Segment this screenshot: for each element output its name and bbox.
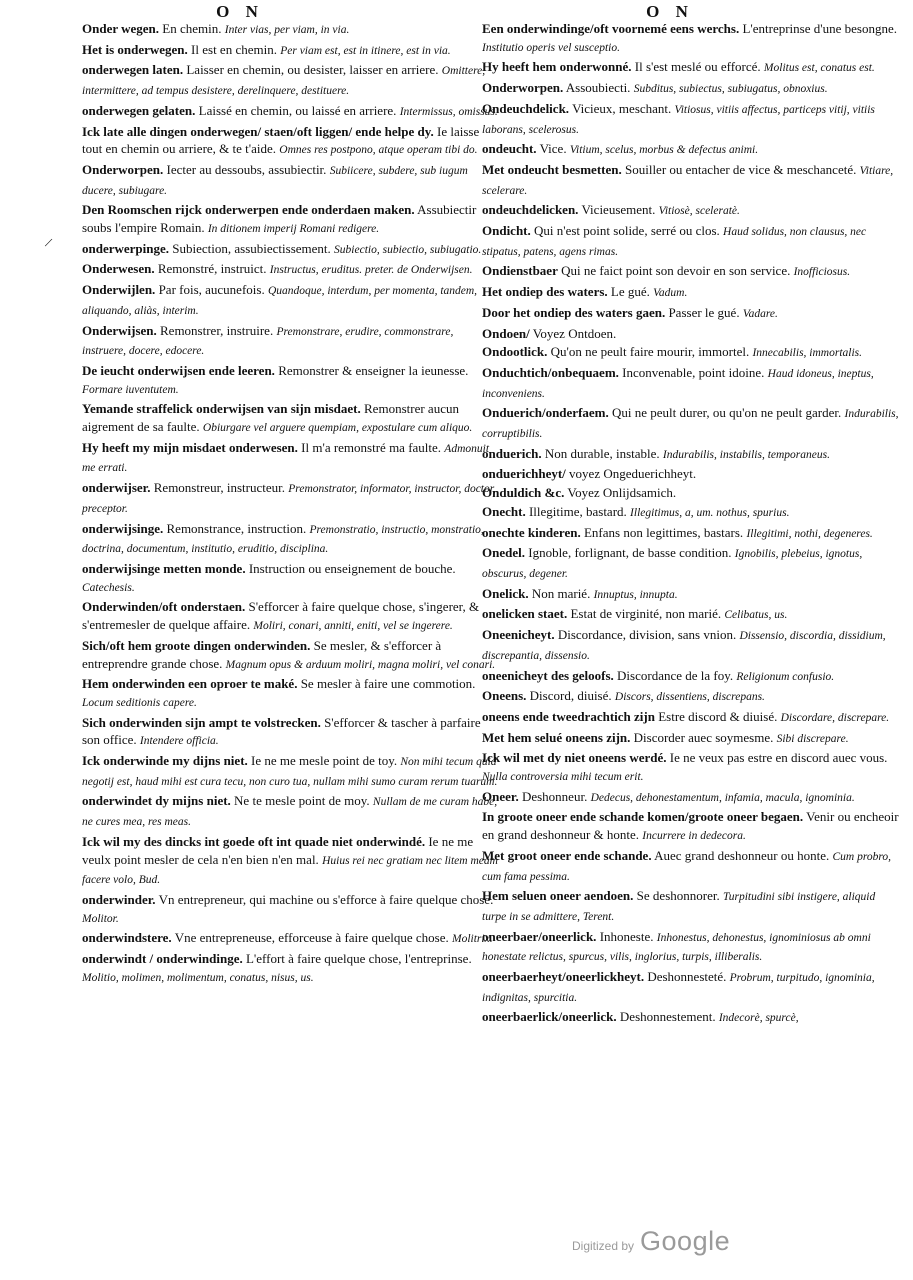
entry-headword: Ick wil my des dincks int goede oft int quade niet onderwindé. <box>82 833 426 849</box>
dictionary-entry <box>482 343 900 363</box>
entry-latin-gloss: Institutio operis vel susceptio. <box>482 41 620 54</box>
left-column <box>82 20 500 988</box>
entry-headword: Den Roomschen rijck onderwerpen ende onderdaen maken. <box>82 202 415 218</box>
entry-headword: Onedel. <box>482 545 525 561</box>
entry-latin-gloss: Dedecus, dehonestamentum, infamia, macula, ignominia. <box>590 791 855 804</box>
dictionary-entry <box>482 262 900 282</box>
entry-french-gloss: Subiection, assubiectissement. <box>172 240 331 256</box>
entry-latin-gloss: Subditus, subiectus, subiugatus, obnoxius. <box>633 83 828 96</box>
entry-french-gloss: Inhoneste. <box>599 928 654 944</box>
dictionary-entry <box>482 1008 900 1028</box>
dictionary-entry <box>482 304 900 324</box>
dictionary-entry <box>82 752 500 791</box>
entry-french-gloss: Il est en chemin. <box>191 41 277 57</box>
dictionary-entry <box>82 833 500 890</box>
entry-latin-gloss: Subiectio, subiectio, subiugatio. <box>334 243 482 256</box>
entry-latin-gloss: Premonstratio, instructio, monstratio, doctrina, documentum, institutio, eruditio, disciplina. <box>82 523 484 556</box>
entry-french-gloss: Qu'on ne peult faire mourir, immortel. <box>550 344 750 360</box>
entry-french-gloss: Iecter au dessoubs, assubiectir. <box>166 161 327 177</box>
entry-headword: oneens ende tweedrachtich zijn <box>482 708 655 724</box>
dictionary-entry <box>82 400 500 437</box>
entry-headword: Hem onderwinden een oproer te maké. <box>82 676 298 692</box>
dictionary-entry <box>82 102 500 122</box>
entry-headword: Hy heeft hem onderwonné. <box>482 59 632 75</box>
entry-headword: onderwindt / onderwindinge. <box>82 951 243 967</box>
right-column <box>482 20 900 1029</box>
entry-french-gloss: Estre discord & diuisé. <box>658 708 778 724</box>
entry-latin-gloss: Non mihi tecum quid negotij est, haud mihi est cura tecu, non curo tua, nullam mihi sumo curam rerum tuarum. <box>82 756 498 788</box>
entry-headword: Oneenicheyt. <box>482 627 555 643</box>
dictionary-entry <box>482 928 900 967</box>
entry-latin-gloss: Celibatus, us. <box>724 609 788 622</box>
entry-headword: onelicken staet. <box>482 606 568 622</box>
entry-headword: onderwindet dy mijns niet. <box>82 793 231 809</box>
entry-headword: Het ondiep des waters. <box>482 284 608 300</box>
entry-french-gloss: Voyez Ontdoen. <box>532 325 617 341</box>
dictionary-entry <box>482 58 900 78</box>
entry-headword: Ondicht. <box>482 223 531 239</box>
entry-headword: Yemande straffelick onderwijsen van sijn misdaet. <box>82 401 361 417</box>
dictionary-entry <box>482 887 900 926</box>
entry-headword: Ondoen/ <box>482 325 530 341</box>
entry-headword: onduerich. <box>482 445 542 461</box>
entry-latin-gloss: Molitio, molimen, molimentum, conatus, nisus, us. <box>82 971 314 984</box>
entry-french-gloss: Instruction ou enseignement de bouche. <box>248 560 456 576</box>
entry-latin-gloss: Haud idoneus, ineptus, inconveniens. <box>482 367 874 400</box>
dictionary-entry <box>82 479 500 518</box>
entry-latin-gloss: Huius rei nec gratiam nec litem meam facere volo, Bud. <box>82 854 498 887</box>
dictionary-entry <box>482 788 900 808</box>
entry-french-gloss: Par fois, aucunefois. <box>158 282 265 298</box>
entry-french-gloss: Vn entrepreneur, qui machine ou s'efforce à faire quelque chose. <box>158 891 494 907</box>
entry-french-gloss: Deshonnestement. <box>619 1009 716 1025</box>
entry-french-gloss: Discord, diuisé. <box>529 688 612 704</box>
dictionary-entry <box>482 201 900 221</box>
dictionary-entry <box>82 714 500 751</box>
entry-headword: Ick wil met dy niet oneens werdé. <box>482 750 667 766</box>
entry-french-gloss: Assoubiecti. <box>565 80 631 96</box>
dictionary-entry <box>482 140 900 160</box>
entry-french-gloss: Deshonnesteté. <box>647 969 727 985</box>
entry-latin-gloss: Dissensio, discordia, dissidium, discrepantia, dissensio. <box>482 630 886 662</box>
dictionary-entry <box>82 560 500 597</box>
entry-latin-gloss: Illegitimi, nothi, degeneres. <box>746 527 873 540</box>
entry-french-gloss: Qui ne peult durer, ou qu'on ne peult garder. <box>612 405 842 421</box>
entry-french-gloss: Le gué. <box>610 284 650 300</box>
dictionary-entry <box>82 792 500 831</box>
entry-french-gloss: Remonstrance, instruction. <box>166 520 307 536</box>
entry-latin-gloss: Premonstrator, informator, instructor, doctor, preceptor. <box>82 483 496 515</box>
running-head-right: O N <box>646 2 694 21</box>
dictionary-entry <box>482 626 900 665</box>
entry-latin-gloss: Incurrere in dedecora. <box>642 830 746 843</box>
entry-french-gloss: Qui ne faict point son devoir en son service. <box>561 263 791 279</box>
entry-latin-gloss: Turpitudini sibi instigere, aliquid turpe in se admittere, Terent. <box>482 891 876 923</box>
entry-french-gloss: Discordance, division, sans vnion. <box>557 627 737 643</box>
entry-latin-gloss: Obiurgare vel arguere quempiam, expostulare cum aliquo. <box>202 422 473 435</box>
dictionary-entry <box>482 585 900 605</box>
watermark-prefix: Digitized by <box>572 1239 635 1253</box>
entry-headword: oneerbaer/oneerlick. <box>482 928 597 944</box>
dictionary-entry <box>482 445 900 465</box>
dictionary-entry <box>482 503 900 523</box>
dictionary-entry <box>82 637 500 674</box>
entry-french-gloss: Laissé en chemin, ou laissé en arriere. <box>198 102 397 118</box>
dictionary-entry <box>482 729 900 749</box>
entry-headword: Ondootlick. <box>482 344 548 360</box>
entry-latin-gloss: Premonstrare, erudire, commonstrare, instruere, docere, edocere. <box>82 325 454 358</box>
entry-latin-gloss: Nullam de me curam habe, ne cures mea, res meas. <box>82 796 498 829</box>
entry-latin-gloss: Vitiosus, vitiis affectus, particeps vitij, vitiis laborans, scelerosus. <box>482 103 875 136</box>
entry-headword: Ondeuchdelick. <box>482 100 570 116</box>
entry-headword: onderwerpinge. <box>82 240 170 256</box>
entry-headword: oneerbaerheyt/oneerlickheyt. <box>482 969 645 985</box>
entry-latin-gloss: Inter vias, per viam, in via. <box>224 24 350 36</box>
entry-headword: Onderwinden/oft onderstaen. <box>82 599 246 615</box>
entry-headword: onderwindstere. <box>82 930 172 946</box>
entry-headword: onderwijsinge metten monde. <box>82 560 246 576</box>
dictionary-entry <box>82 20 500 40</box>
dictionary-entry <box>482 20 900 57</box>
entry-latin-gloss: Haud solidus, non clausus, nec stipatus, patens, agens rimas. <box>482 226 867 258</box>
entry-latin-gloss: Subiicere, subdere, sub iugum ducere, subiugare. <box>82 164 468 197</box>
dictionary-entry <box>82 675 500 712</box>
entry-french-gloss: Venir ou encheoir en grand deshonneur & honte. <box>482 809 899 843</box>
dictionary-entry <box>82 201 500 238</box>
dictionary-entry <box>82 950 500 987</box>
entry-latin-gloss: Intendere officia. <box>139 735 219 748</box>
entry-headword: onechte kinderen. <box>482 524 581 540</box>
entry-headword: onderwegen gelaten. <box>82 102 196 118</box>
dictionary-entry <box>482 484 900 502</box>
entry-latin-gloss: Inofficiosus. <box>793 266 851 279</box>
entry-headword: Onduchtich/onbequaem. <box>482 364 619 380</box>
entry-french-gloss: voyez Ongeduerichheyt. <box>569 466 697 482</box>
entry-headword: Hy heeft my mijn misdaet onderwesen. <box>82 439 298 455</box>
entry-headword: ondeuchdelicken. <box>482 202 579 218</box>
dictionary-entry <box>482 708 900 728</box>
entry-latin-gloss: Innecabilis, immortalis. <box>752 347 863 360</box>
dictionary-entry <box>82 362 500 399</box>
entry-headword: Hem seluen oneer aendoen. <box>482 888 634 904</box>
dictionary-entry <box>482 749 900 786</box>
entry-latin-gloss: Molitrix. <box>452 933 493 946</box>
entry-french-gloss: Ie ne me veulx point mesler de cela n'en bien n'en mal. <box>82 833 474 867</box>
entry-french-gloss: Vne entrepreneuse, efforceuse à faire quelque chose. <box>174 930 449 946</box>
entry-latin-gloss: Formare iuventutem. <box>82 383 179 396</box>
dictionary-entry <box>82 41 500 61</box>
entry-latin-gloss: Sibi discrepare. <box>776 732 849 745</box>
entry-latin-gloss: Quandoque, interdum, per momenta, tandem, aliquando, aliàs, interim. <box>82 285 478 317</box>
dictionary-entry <box>482 79 900 99</box>
entry-headword: Een onderwindinge/oft voornemé eens werchs. <box>482 21 740 36</box>
entry-french-gloss: Remonstrer, instruire. <box>160 322 274 338</box>
entry-headword: Onecht. <box>482 503 526 519</box>
dictionary-entry <box>82 161 500 200</box>
entry-french-gloss: Ie ne veux pas estre en discord auec vous. <box>669 750 888 766</box>
entry-latin-gloss: Cum probro, cum fama pessima. <box>482 850 892 883</box>
dictionary-entry <box>82 520 500 559</box>
entry-french-gloss: Discordance de la foy. <box>617 667 734 683</box>
entry-headword: onderwinder. <box>82 891 156 907</box>
entry-headword: Onduerich/onderfaem. <box>482 405 609 421</box>
entry-latin-gloss: Discordare, discrepare. <box>780 711 890 724</box>
entry-french-gloss: Souiller ou entacher de vice & meschanceté. <box>624 161 857 177</box>
entry-headword: Onderworpen. <box>82 161 164 177</box>
entry-french-gloss: Passer le gué. <box>668 304 740 320</box>
dictionary-entry <box>82 322 500 361</box>
entry-latin-gloss: Vadum. <box>653 287 688 300</box>
entry-latin-gloss: Vitium, scelus, morbus & defectus animi. <box>569 144 759 157</box>
entry-french-gloss: L'effort à faire quelque chose, l'entreprinse. <box>245 951 472 967</box>
entry-headword: Ick late alle dingen onderwegen/ staen/oft liggen/ ende helpe dy. <box>82 123 434 139</box>
dictionary-entry <box>482 161 900 200</box>
entry-latin-gloss: Indurabilis, instabilis, temporaneus. <box>662 448 830 461</box>
entry-latin-gloss: Instructus, eruditus. preter. de Onderwijsen. <box>269 264 473 277</box>
entry-latin-gloss: Omittere, intermittere, ad tempus desistere, derelinquere, destituere. <box>82 65 486 98</box>
entry-headword: oneenicheyt des geloofs. <box>482 667 614 683</box>
entry-headword: Onderworpen. <box>482 80 564 96</box>
entry-french-gloss: Laisser en chemin, ou desister, laisser en arriere. <box>186 62 439 78</box>
entry-french-gloss: Deshonneur. <box>521 788 588 804</box>
entry-headword: onderwijser. <box>82 480 151 496</box>
entry-headword: Met groot oneer ende schande. <box>482 847 652 863</box>
entry-french-gloss: Qui n'est point solide, serré ou clos. <box>534 223 720 239</box>
entry-french-gloss: Inconvenable, point idoine. <box>622 364 765 380</box>
entry-french-gloss: S'efforcer à faire quelque chose, s'ingerer, & s'entremesler de quelque affaire. <box>82 599 480 633</box>
entry-latin-gloss: Religionum confusio. <box>736 670 835 683</box>
entry-french-gloss: Vicieux, meschant. <box>572 100 672 116</box>
dictionary-entry <box>482 325 900 343</box>
dictionary-entry <box>482 100 900 139</box>
entry-latin-gloss: Per viam est, est in itinere, est in via. <box>280 44 451 57</box>
entry-headword: Ondienstbaer <box>482 263 558 279</box>
dictionary-entry <box>482 283 900 303</box>
entry-latin-gloss: Magnum opus & arduum moliri, magna moliri, vel conari. <box>225 658 496 671</box>
entry-headword: Oneer. <box>482 788 519 804</box>
entry-headword: Onelick. <box>482 585 529 601</box>
entry-french-gloss: Auec grand deshonneur ou honte. <box>654 847 830 863</box>
entry-latin-gloss: Omnes res postpono, atque operam tibi do. <box>279 144 478 157</box>
entry-latin-gloss: Intermissus, omissus. <box>399 105 498 118</box>
entry-french-gloss: Remonstrer & enseigner la ieunesse. <box>278 362 469 378</box>
entry-headword: onderwijsinge. <box>82 520 164 536</box>
entry-french-gloss: Ne te mesle point de moy. <box>234 793 370 809</box>
entry-latin-gloss: Indecorè, spurcè, <box>718 1012 799 1025</box>
entry-french-gloss: Non marié. <box>531 585 591 601</box>
margin-mark: / <box>43 235 54 252</box>
entry-french-gloss: Ie laisse tout en chemin ou arriere, & te t'aide. <box>82 123 480 157</box>
google-logo: Google <box>640 1226 731 1256</box>
entry-french-gloss: Enfans non legittimes, bastars. <box>583 524 744 540</box>
entry-latin-gloss: Vitiosè, sceleratè. <box>658 205 740 218</box>
dictionary-entry <box>482 687 900 707</box>
dictionary-entry <box>82 439 500 478</box>
dictionary-entry <box>482 544 900 583</box>
dictionary-entry <box>482 968 900 1007</box>
entry-french-gloss: Discorder auec soymesme. <box>633 729 774 745</box>
dictionary-entry <box>482 808 900 845</box>
entry-headword: ondeucht. <box>482 141 537 157</box>
dictionary-entry <box>482 364 900 403</box>
entry-french-gloss: Vicieusement. <box>581 202 656 218</box>
entry-headword: Met ondeucht besmetten. <box>482 161 622 177</box>
entry-french-gloss: Se deshonnorer. <box>636 888 720 904</box>
entry-headword: Onder wegen. <box>82 21 160 36</box>
entry-latin-gloss: Admonuit me errati. <box>82 442 490 475</box>
dictionary-entry <box>482 222 900 261</box>
entry-headword: Sich/oft hem groote dingen onderwinden. <box>82 637 311 653</box>
running-head-left: O N <box>216 2 264 21</box>
entry-latin-gloss: Discors, dissentiens, discrepans. <box>614 691 765 704</box>
dictionary-entry <box>82 598 500 635</box>
entry-french-gloss: Remonstrer aucun aigrement de sa faulte. <box>82 401 459 435</box>
dictionary-entry <box>82 891 500 928</box>
entry-french-gloss: S'efforcer & tascher à parfaire son office. <box>82 714 481 748</box>
entry-french-gloss: Estat de virginité, non marié. <box>570 606 722 622</box>
entry-french-gloss: Non durable, instable. <box>544 445 660 461</box>
entry-french-gloss: Remonstré, instruict. <box>157 261 267 277</box>
entry-latin-gloss: Vitiare, scelerare. <box>482 164 894 197</box>
entry-french-gloss: Assubiectir soubs l'empire Romain. <box>82 202 477 236</box>
entry-latin-gloss: Innuptus, innupta. <box>593 588 678 601</box>
entry-latin-gloss: Moliri, conari, anniti, eniti, vel se ingerere. <box>253 620 453 633</box>
entry-french-gloss: Ignoble, forlignant, de basse condition. <box>528 545 732 561</box>
dictionary-entry <box>82 260 500 280</box>
dictionary-entry <box>82 281 500 320</box>
entry-headword: Sich onderwinden sijn ampt te volstrecken. <box>82 714 321 730</box>
dictionary-entry <box>482 667 900 687</box>
entry-french-gloss: En chemin. <box>162 21 222 36</box>
entry-headword: Door het ondiep des waters gaen. <box>482 304 666 320</box>
entry-french-gloss: Vice. <box>539 141 567 157</box>
dictionary-entry <box>82 240 500 260</box>
entry-french-gloss: Remonstreur, instructeur. <box>153 480 286 496</box>
dictionary-entry <box>82 929 500 949</box>
entry-headword: Oneens. <box>482 688 527 704</box>
dictionary-entry <box>482 404 900 443</box>
entry-french-gloss: Illegitime, bastard. <box>528 503 627 519</box>
entry-headword: oneerbaerlick/oneerlick. <box>482 1009 617 1025</box>
entry-latin-gloss: Ignobilis, plebeius, ignotus, obscurus, degener. <box>482 548 863 580</box>
entry-french-gloss: Se mesler à faire une commotion. <box>300 676 476 692</box>
entry-headword: Onderwijlen. <box>82 282 156 298</box>
dictionary-entry <box>82 61 500 100</box>
dictionary-entry <box>482 465 900 483</box>
entry-latin-gloss: Vadare. <box>742 307 778 320</box>
entry-headword: Onduldich &c. <box>482 485 565 501</box>
entry-latin-gloss: Probrum, turpitudo, ignominia, indignitas, spurcitia. <box>482 972 875 1004</box>
dictionary-entry <box>482 524 900 544</box>
entry-latin-gloss: Indurabilis, corruptibilis. <box>482 408 899 441</box>
entry-french-gloss: Ie ne me mesle point de toy. <box>251 753 398 769</box>
entry-latin-gloss: Nulla controversia mihi tecum erit. <box>482 771 644 784</box>
entry-latin-gloss: Illegitimus, a, um. nothus, spurius. <box>630 506 790 519</box>
entry-latin-gloss: Molitus est, conatus est. <box>763 62 875 75</box>
entry-headword: onderwegen laten. <box>82 62 184 78</box>
entry-french-gloss: Il s'est meslé ou efforcé. <box>634 59 761 75</box>
entry-french-gloss: Se mesler, & s'efforcer à entreprendre grande chose. <box>82 637 442 671</box>
dictionary-entry <box>482 605 900 625</box>
dictionary-entry <box>482 847 900 886</box>
entry-latin-gloss: Catechesis. <box>82 581 135 594</box>
entry-french-gloss: L'entreprinse d'une besongne. <box>742 21 897 36</box>
entry-latin-gloss: Molitor. <box>82 912 119 925</box>
entry-headword: Het is onderwegen. <box>82 41 188 57</box>
entry-headword: Met hem selué oneens zijn. <box>482 729 631 745</box>
entry-headword: Onderwesen. <box>82 261 155 277</box>
entry-headword: De ieucht onderwijsen ende leeren. <box>82 362 275 378</box>
digitized-by-google-watermark <box>572 1226 730 1257</box>
entry-headword: onduerichheyt/ <box>482 466 566 482</box>
entry-headword: In groote oneer ende schande komen/groote oneer begaen. <box>482 809 804 825</box>
entry-latin-gloss: Inhonestus, dehonestus, ignominiosus ab omni honestate relictus, spurcus, vilis, inglorius, turpis, illiberalis. <box>482 931 871 964</box>
entry-headword: Ick onderwinde my dijns niet. <box>82 753 248 769</box>
entry-french-gloss: Il m'a remonstré ma faulte. <box>301 439 442 455</box>
dictionary-entry <box>82 123 500 160</box>
entry-latin-gloss: Locum seditionis capere. <box>82 696 197 709</box>
entry-french-gloss: Voyez Onlijdsamich. <box>567 485 677 501</box>
entry-latin-gloss: In ditionem imperij Romani redigere. <box>207 223 380 236</box>
entry-headword: Onderwijsen. <box>82 322 157 338</box>
